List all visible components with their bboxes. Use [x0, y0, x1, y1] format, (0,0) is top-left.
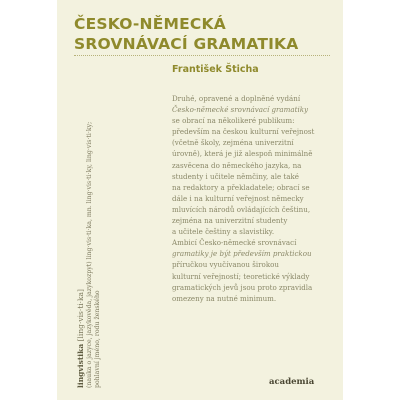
blurb-line: (včetně školy, zejména univerzitní	[172, 138, 294, 148]
book-title-line-2: SROVNÁVACÍ GRAMATIKA	[74, 35, 299, 53]
blurb-line: se obrací na několikeré publikum:	[172, 116, 295, 126]
blurb-line: dále i na kulturní veřejnost německy	[172, 193, 304, 203]
series-brand	[76, 68, 86, 388]
series-pronunciation: [ling·vis·ti·ka]	[76, 289, 85, 342]
series-dictionary-entry	[76, 68, 103, 388]
blurb-line: a učitele češtiny a slavistiky.	[172, 227, 275, 237]
book-cover	[57, 0, 343, 400]
publisher-logo-text: academia	[269, 377, 315, 387]
series-name: lingvistika	[76, 343, 85, 388]
blurb-line: studenty i učitele němčiny, ale také	[172, 171, 299, 181]
blurb-line: kulturní veřejností; teoretické výklady	[172, 271, 310, 281]
blurb-line: Ambicí Česko-německé srovnávací	[172, 238, 297, 248]
blurb-line: především na českou kulturní veřejnost	[172, 127, 315, 137]
cover-blurb	[172, 93, 332, 304]
blurb-line: omezeny na nutné minimum.	[172, 293, 277, 303]
blurb-line: zejména na univerzitní studenty	[172, 216, 288, 226]
author-name: František Šticha	[172, 64, 259, 75]
blurb-line: úrovně), která je již alespoň minimálně	[172, 149, 313, 159]
title-divider	[74, 55, 330, 56]
blurb-line: na redaktory a překladatele; obrací se	[172, 182, 310, 192]
blurb-line: Česko-německé srovnávací gramatiky	[172, 105, 309, 115]
blurb-line: gramatiky je být především praktickou	[172, 249, 312, 259]
blurb-line: příručkou vyučívanou širokou	[172, 260, 279, 270]
book-title	[74, 14, 298, 54]
blurb-line: mluvících národů ovládajících češtinu,	[172, 204, 311, 214]
blurb-line: gramatických jevů jsou proto zpravidla	[172, 282, 313, 292]
book-title-line-1: ČESKO-NĚMECKÁ	[74, 15, 226, 33]
series-definition-line: pohlavní jméno, rodu ženského	[94, 290, 102, 388]
blurb-line: zasvěcena do německého jazyka, na	[172, 160, 302, 170]
blurb-line: Druhé, opravené a doplněné vydání	[172, 94, 301, 103]
series-definition-line: (nauka o jazyce, jazykověda, jazykozpyt) ling·vis·ti·ka, mn. ling·vis·ti·ky, ling·vis·ti·ky;	[86, 121, 93, 388]
